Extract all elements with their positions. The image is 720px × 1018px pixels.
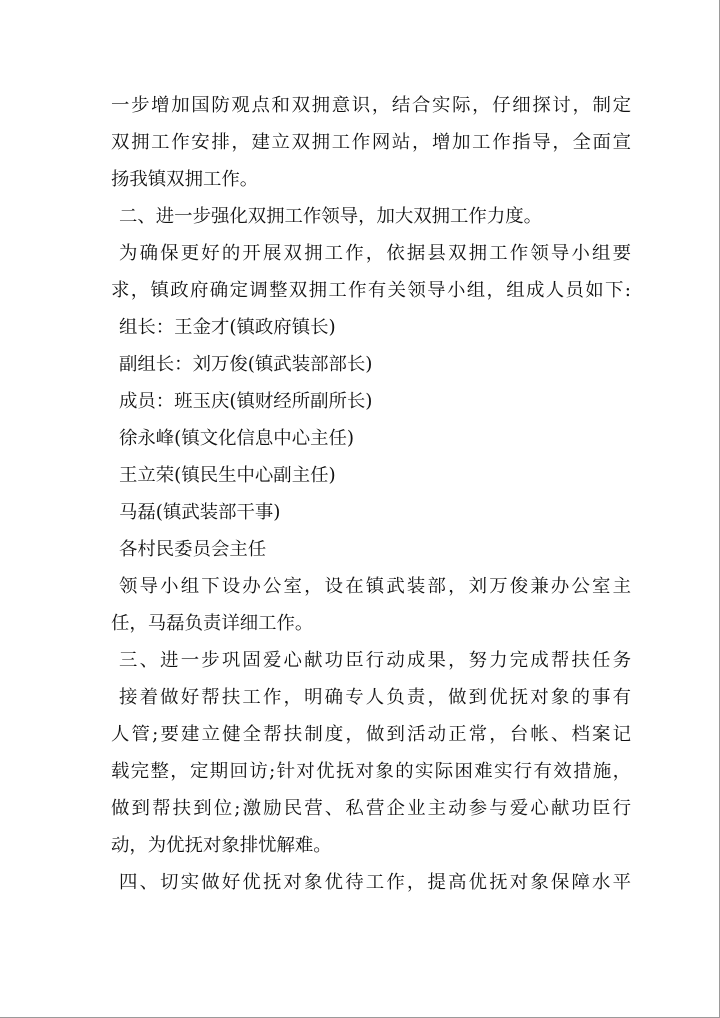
section-heading: 二、进一步强化双拥工作领导，加大双拥工作力度。 xyxy=(119,206,542,227)
text-line: 接着做好帮扶工作，明确专人负责，做到优抚对象的事有 xyxy=(119,687,631,708)
member-line: 成员：班玉庆(镇财经所副所长) xyxy=(119,391,373,412)
member-line: 副组长：刘万俊(镇武装部部长) xyxy=(119,354,373,375)
text-line: 一步增加国防观点和双拥意识，结合实际，仔细探讨，制定 xyxy=(111,95,631,116)
member-line: 王立荣(镇民生中心副主任) xyxy=(119,465,336,486)
text-line: 领导小组下设办公室，设在镇武装部，刘万俊兼办公室主 xyxy=(119,576,631,597)
text-line: 动，为优抚对象排忧解难。 xyxy=(111,835,332,856)
member-line: 组长：王金才(镇政府镇长) xyxy=(119,317,336,338)
text-line: 做到帮扶到位;激励民营、私营企业主动参与爱心献功臣行 xyxy=(111,798,631,819)
section-heading: 四、切实做好优抚对象优待工作，提高优抚对象保障水平 xyxy=(119,872,631,893)
document-body xyxy=(111,87,631,901)
text-line: 扬我镇双拥工作。 xyxy=(111,169,259,190)
text-line: 人管;要建立健全帮扶制度，做到活动正常，台帐、档案记 xyxy=(111,724,631,745)
text-line: 任，马磊负责详细工作。 xyxy=(111,613,314,634)
text-line: 双拥工作安排，建立双拥工作网站，增加工作指导，全面宣 xyxy=(111,132,631,153)
section-heading: 三、进一步巩固爱心献功臣行动成果，努力完成帮扶任务 xyxy=(119,650,631,671)
text-line: 求，镇政府确定调整双拥工作有关领导小组，组成人员如下: xyxy=(111,280,631,301)
member-line: 马磊(镇武装部干事) xyxy=(119,502,281,523)
text-line: 载完整，定期回访;针对优抚对象的实际困难实行有效措施， xyxy=(111,761,631,782)
member-line: 徐永峰(镇文化信息中心主任) xyxy=(119,428,355,449)
member-line: 各村民委员会主任 xyxy=(119,539,267,560)
text-line: 为确保更好的开展双拥工作，依据县双拥工作领导小组要 xyxy=(119,243,631,264)
